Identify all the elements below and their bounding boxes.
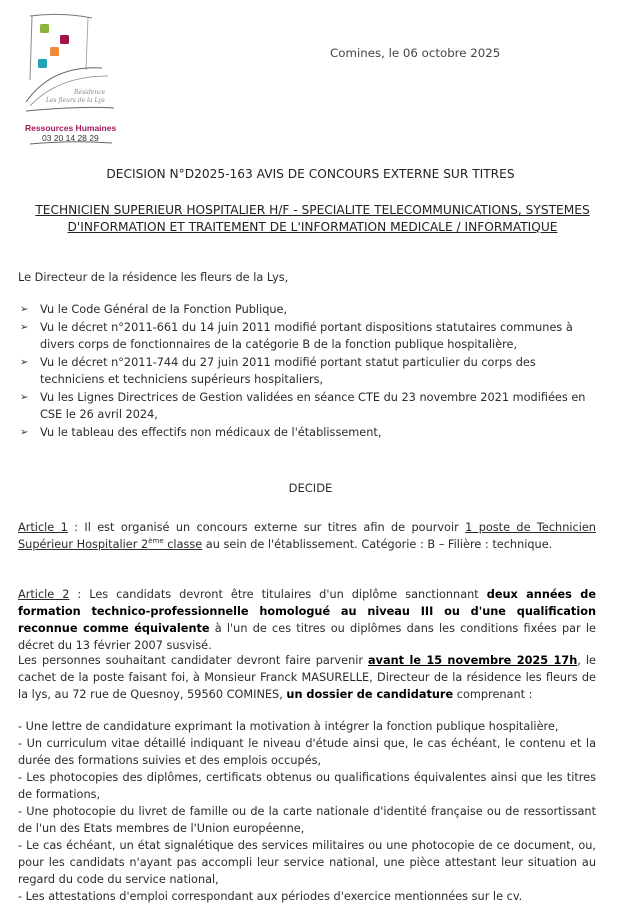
consideration-item	[18, 301, 598, 318]
required-document: - Les attestations d'emploi correspondant aux périodes d'exercice mentionnées sur le cv.	[18, 890, 523, 903]
article-2-requirement: deux années de formation technico-professionnelle homologué au niveau III ou d'une qualification reconnue comme équivalente	[18, 588, 596, 635]
article-2-text-end: à l'un de ces titres ou diplômes dans les conditions fixées par le décret du 13 février 2007 susvisé.	[18, 622, 597, 652]
subtitle-line-1: TECHNICIEN SUPERIEUR HOSPITALIER H/F - SPECIALITE TELECOMMUNICATIONS, SYSTEMES	[35, 203, 590, 217]
application-deadline: avant le 15 novembre 2025 17h	[368, 654, 578, 667]
article-2-label: Article 2	[18, 588, 70, 601]
instructions-text: Les personnes souhaitant candidater devront faire parvenir	[18, 654, 369, 667]
logo-residence-label: Résidence	[74, 89, 106, 96]
consideration-text: Vu les Lignes Directrices de Gestion validées en séance CTE du 23 novembre 2021 modifiées en CSE le 26 avril 2024,	[40, 391, 586, 421]
post-sup: ème	[148, 537, 164, 546]
decision-title: DECISION N°D2025-163 AVIS DE CONCOURS EXTERNE SUR TITRES	[106, 167, 515, 181]
consideration-text: Vu le Code Général de la Fonction Publique,	[40, 303, 288, 316]
arrow-bullet-icon: ➢	[20, 304, 29, 315]
consideration-text: Vu le tableau des effectifs non médicaux de l'établissement,	[40, 426, 382, 439]
article-1-label: Article 1	[18, 521, 68, 534]
arrow-bullet-icon: ➢	[20, 357, 29, 368]
director-intro: Le Directeur de la résidence les fleurs de la Lys,	[18, 271, 289, 284]
instructions-end: comprenant :	[453, 688, 533, 701]
required-document: - Un curriculum vitae détaillé indiquant le niveau d'étude ainsi que, le cas échéant, le contenu et la durée des formations suivies et des emplois occupés,	[18, 737, 596, 767]
arrow-bullet-icon: ➢	[20, 427, 29, 438]
post-text: 1 poste de Technicien Supérieur Hospitalier 2	[18, 521, 596, 551]
article-1	[18, 519, 596, 553]
consideration-item	[18, 319, 598, 353]
subtitle-line-2: D'INFORMATION ET TRAITEMENT DE L'INFORMATION MEDICALE / INFORMATIQUE	[67, 220, 558, 234]
required-document: - Les photocopies des diplômes, certificats obtenus ou qualifications équivalentes ainsi que les titres de formations,	[18, 771, 596, 801]
arrow-bullet-icon: ➢	[20, 322, 29, 333]
consideration-item	[18, 424, 598, 441]
logo-crimson-square	[60, 35, 69, 44]
required-documents-list	[18, 718, 596, 905]
application-instructions	[18, 652, 596, 703]
required-document: - Le cas échéant, un état signalétique des services militaires ou une photocopie de ce document, ou, pour les candidats n'ayant pas accompli leur service national, une pièce attestant leur situation au regard du code du service national,	[18, 839, 596, 886]
place-date: Comines, le 06 octobre 2025	[330, 46, 501, 60]
instructions-address: , le cachet de la poste faisant foi, à Monsieur Franck MASURELLE, Directeur de la résidence les fleurs de la lys, au 72 rue de Quesnoy, 59560 COMINES,	[18, 654, 596, 701]
residence-logo	[22, 10, 122, 146]
consideration-text: Vu le décret n°2011-661 du 14 juin 2011 modifié portant dispositions statutaires communes à divers corps de fonctionnaires de la catégorie B de la fonction publique hospitalière,	[40, 321, 573, 351]
considerations-list	[18, 301, 598, 442]
required-document: - Une lettre de candidature exprimant la motivation à intégrer la fonction publique hospitalière,	[18, 720, 559, 733]
article-2-text: Les candidats devront être titulaires d'un diplôme sanctionnant	[89, 588, 487, 601]
required-document: - Une photocopie du livret de famille ou de la carte nationale d'identité française ou de ressortissant de l'un des Etats membres de l'Union européenne,	[18, 805, 596, 835]
article-2	[18, 586, 596, 654]
arrow-bullet-icon: ➢	[20, 392, 29, 403]
article-1-text: Il est organisé un concours externe sur titres afin de pourvoir	[84, 521, 466, 534]
article-1-sep: :	[67, 521, 85, 534]
post-class: classe	[163, 538, 203, 551]
article-2-sep: :	[69, 588, 90, 601]
application-file: un dossier de candidature	[286, 688, 454, 701]
decision-subtitle	[30, 202, 595, 236]
logo-green-square	[40, 24, 49, 33]
logo-phone: 03 20 14 28 29	[42, 133, 99, 143]
logo-teal-square	[38, 59, 47, 68]
article-1-text-end: au sein de l'établissement. Catégorie : B – Filière : technique.	[202, 538, 553, 551]
consideration-item	[18, 389, 598, 423]
consideration-item	[18, 354, 598, 388]
logo-residence-name: Les fleurs de la Lys	[46, 97, 105, 104]
logo-department: Ressources Humaines	[25, 123, 117, 133]
decide-heading: DECIDE	[288, 481, 333, 495]
logo-orange-square	[50, 47, 59, 56]
consideration-text: Vu le décret n°2011-744 du 27 juin 2011 modifié portant statut particulier du corps des techniciens et techniciens supérieurs hospitaliers,	[40, 356, 536, 386]
